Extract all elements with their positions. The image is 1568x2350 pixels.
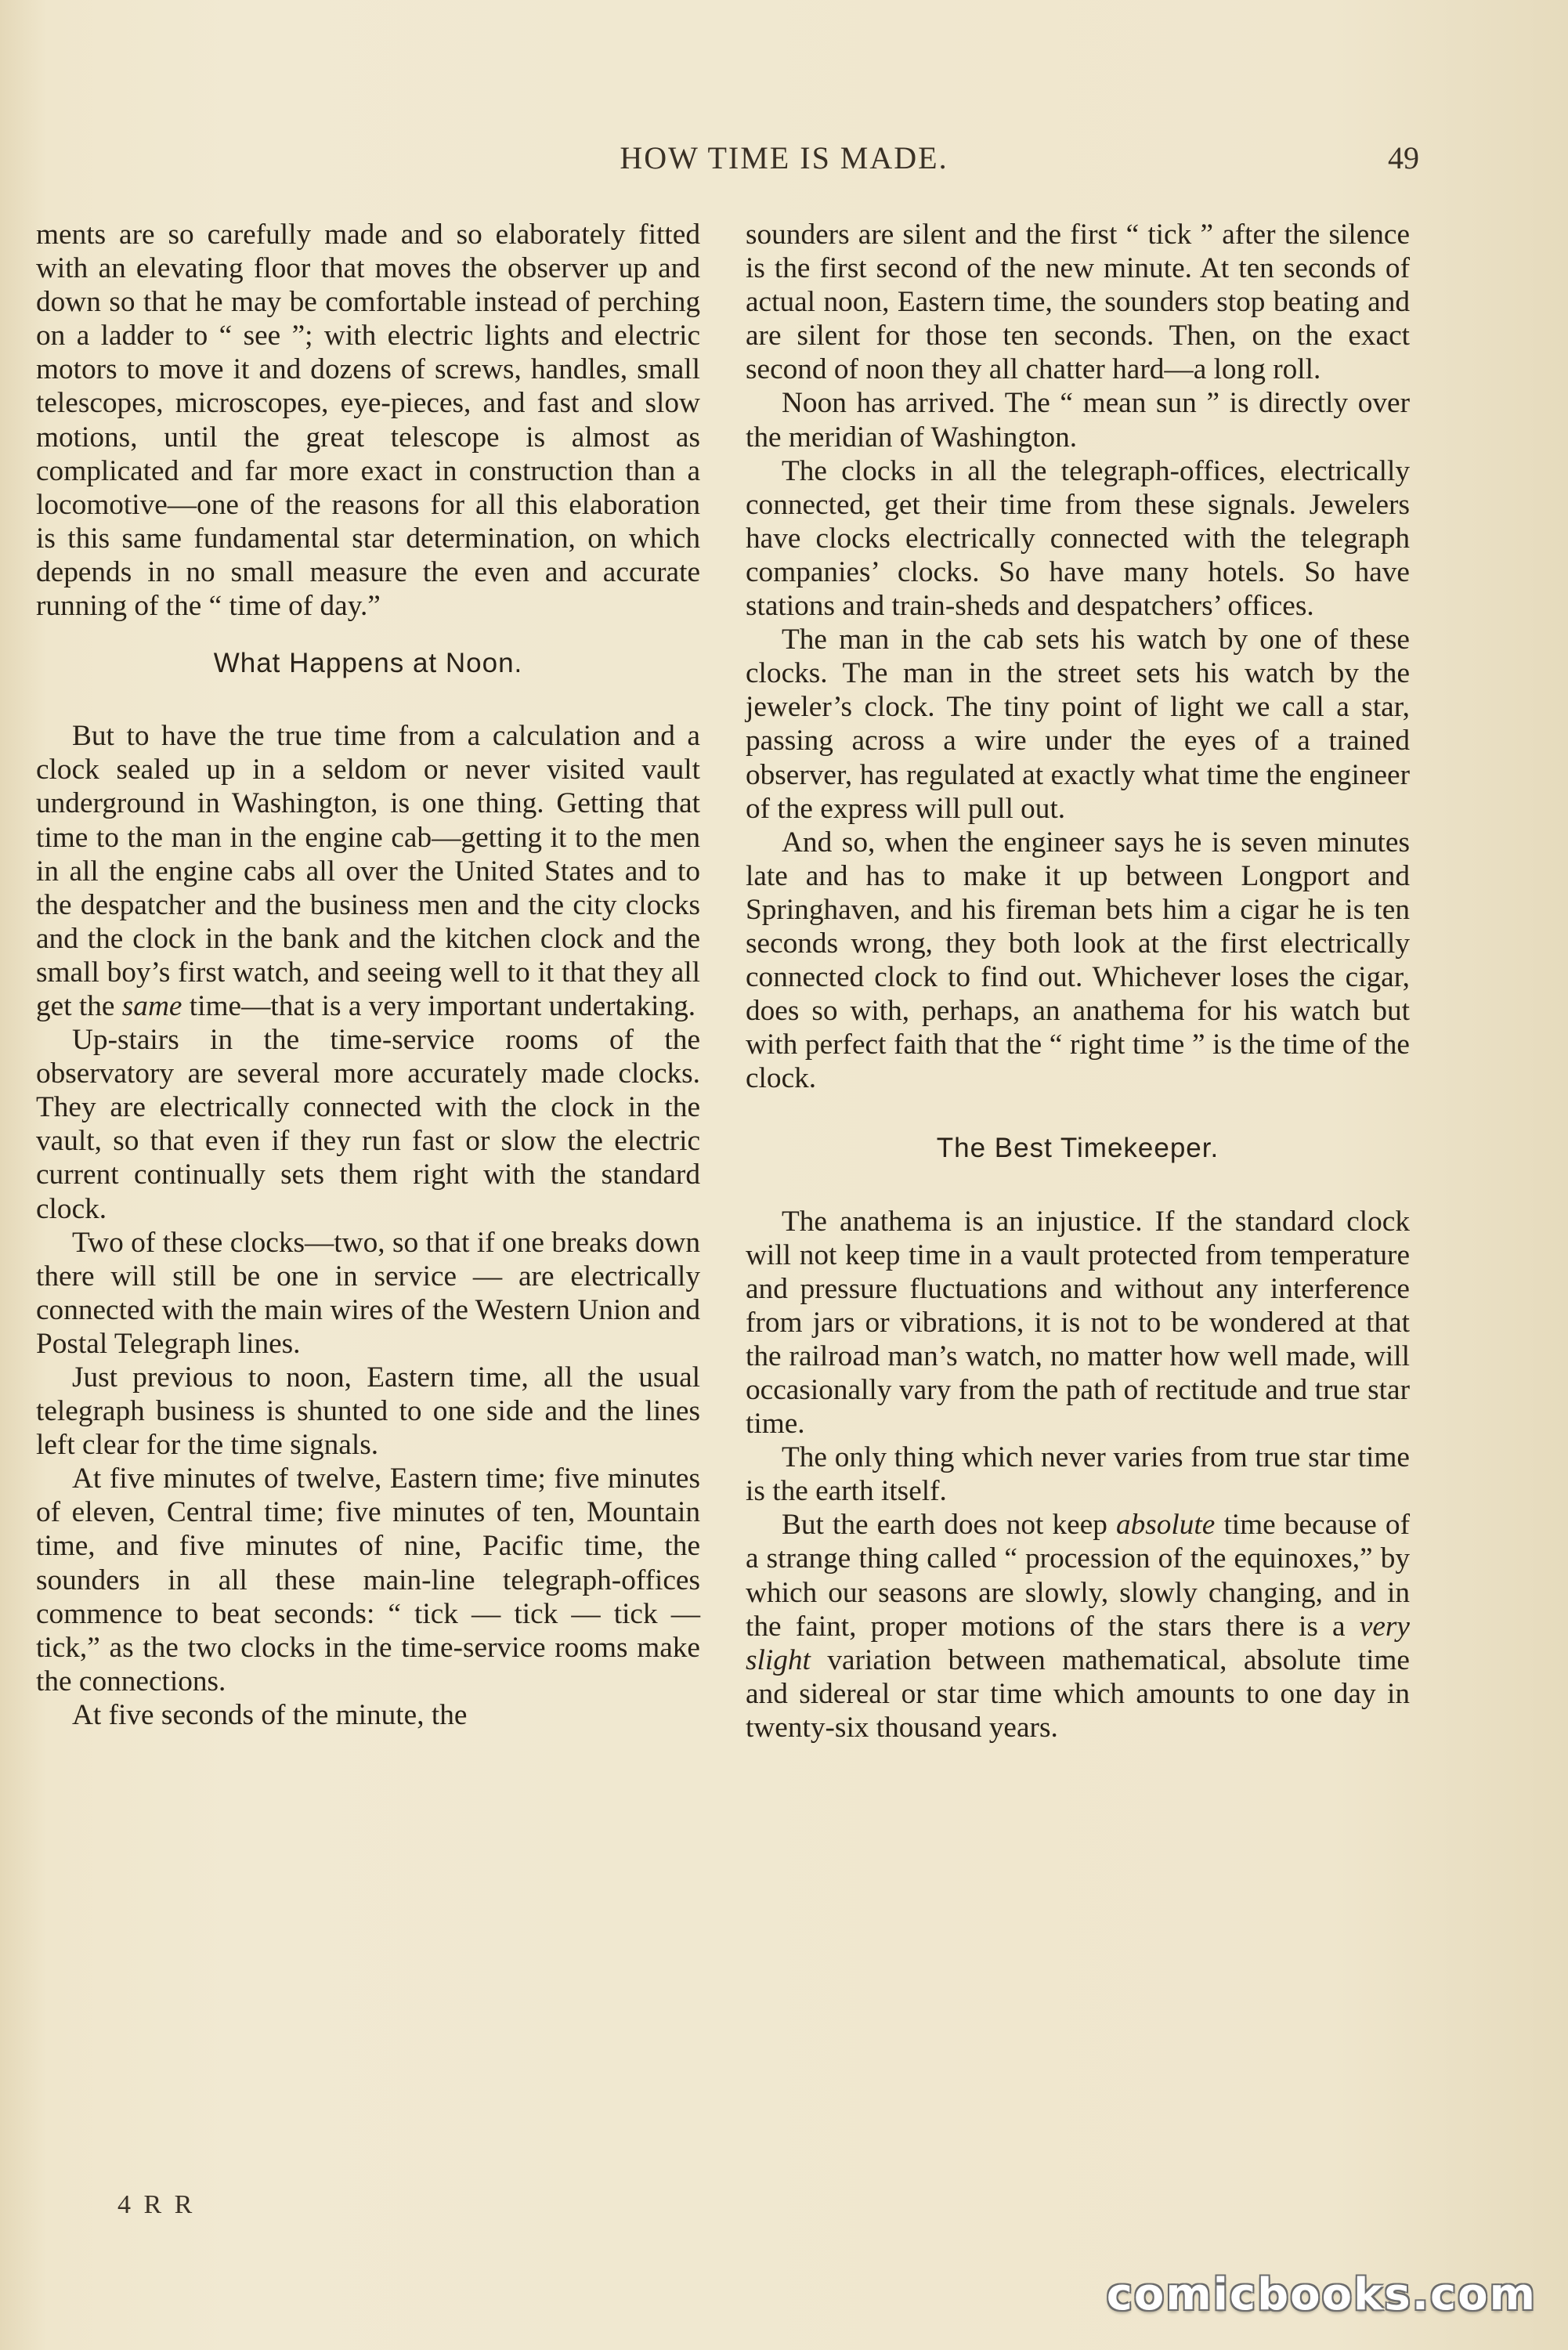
- paragraph: The clocks in all the telegraph-offices, electrically connected, get their time from these signals. Jewelers have clocks electrically connected with the telegraph companies’ clocks. So have many hotels. So have stations and train-sheds and despatchers’ offices.: [746, 454, 1410, 623]
- paragraph: Noon has arrived. The “ mean sun ” is directly over the meridian of Washington.: [746, 387, 1410, 454]
- running-head: [0, 139, 1568, 186]
- running-title: HOW TIME IS MADE.: [620, 140, 948, 175]
- paragraph: [746, 1508, 1410, 1744]
- text-run: But to have the true time from a calculation and a clock sealed up in a seldom or never visited vault underground in Washington, is one thing. Getting that time to the man in the engine cab—getting it to the men in all the engine cabs all over the United States and to the despatcher and the business men and the city clocks and the clock in the bank and the kitchen clock and the small boy’s first watch, and seeing well to it that they all get the: [36, 720, 700, 1022]
- paragraph: At five seconds of the minute, the: [72, 1698, 468, 1731]
- section-heading: The Best Timekeeper.: [936, 1133, 1219, 1164]
- paragraph: The only thing which never varies from true star time is the earth itself.: [746, 1441, 1410, 1508]
- emphasis: very slight: [746, 1610, 1410, 1676]
- signature-mark: 4 R R: [117, 2190, 196, 2219]
- section-heading: What Happens at Noon.: [213, 648, 523, 679]
- paragraph: The anathema is an injustice. If the standard clock will not keep time in a vault protected from temperature and pressure fluctuations and without any interference from jars or vibrations, it is not to be wondered at that the railroad man’s watch, no matter how well made, will occasionally vary from the path of rectitude and true star time.: [746, 1205, 1410, 1441]
- paragraph: And so, when the engineer says he is seven minutes late and has to make it up between Longport and Springhaven, and his fireman bets him a cigar he is ten seconds wrong, they both look at the first electrically connected clock to find out. Whichever loses the cigar, does so with, perhaps, an anathema for his watch but with perfect faith that the “ right time ” is the time of the clock.: [746, 826, 1410, 1095]
- page-number: 49: [1388, 140, 1419, 175]
- text-run: variation between mathematical, absolute time and sidereal or star time which amounts to one day in twenty-six thousand years.: [746, 1643, 1410, 1744]
- left-column: [36, 218, 700, 1732]
- paragraph: [36, 719, 700, 1023]
- emphasis: same: [121, 989, 182, 1022]
- text-run: But the earth does not keep: [782, 1509, 1107, 1542]
- paragraph: Just previous to noon, Eastern time, all the usual telegraph business is shunted to one side and the lines left clear for the time signals.: [36, 1361, 700, 1462]
- paragraph: The man in the cab sets his watch by one of these clocks. The man in the street sets his watch by the jeweler’s clock. The tiny point of light we call a star, passing across a wire under the eyes of a trained observer, has regulated at exactly what time the engineer of the express will pull out.: [746, 624, 1410, 825]
- right-column: [746, 218, 1410, 1744]
- paragraph: Up-stairs in the time-service rooms of the observatory are several more accurately made clocks. They are electrically connected with the clock in the vault, so that even if they run fast or slow the electric current continually sets them right with the standard clock.: [36, 1024, 700, 1225]
- paragraph: Two of these clocks—two, so that if one breaks down there will still be one in service — are electrically connected with the main wires of the Western Union and Postal Telegraph lines.: [36, 1226, 700, 1360]
- emphasis: absolute: [1115, 1509, 1216, 1542]
- paragraph: sounders are silent and the first “ tick ” after the silence is the first second of the new minute. At ten seconds of actual noon, Eastern time, the sounders stop beating and are silent for those ten seconds. Then, on the exact second of noon they all chatter hard—a long roll.: [746, 219, 1410, 386]
- paragraph: At five minutes of twelve, Eastern time; five minutes of eleven, Central time; five minutes of ten, Mountain time, and five minutes of nine, Pacific time, the sounders in all these main-line telegraph-offices commence to beat seconds: “ tick — tick — tick — tick,” as the two clocks in the time-service rooms make the connections.: [36, 1462, 700, 1697]
- text-run: time—that is a very important undertaking.: [189, 989, 696, 1022]
- paragraph: ments are so carefully made and so elaborately fitted with an elevating floor that moves the observer up and down so that he may be comfortable instead of perching on a ladder to “ see ”; with electric lights and electric motors to move it and dozens of screws, handles, small telescopes, microscopes, eye-pieces, and fast and slow motions, until the great telescope is almost as complicated and far more exact in construction than a locomotive—one of the reasons for all this elaboration is this same fundamental star determination, on which depends in no small measure the even and accurate running of the “ time of day.”: [36, 219, 700, 623]
- watermark: comicbooks.com: [1106, 2269, 1537, 2320]
- text-run: time because of a strange thing called “ procession of the equinoxes,” by which our seasons are slowly, slowly changing, and in the faint, proper motions of the stars there is a: [746, 1509, 1410, 1643]
